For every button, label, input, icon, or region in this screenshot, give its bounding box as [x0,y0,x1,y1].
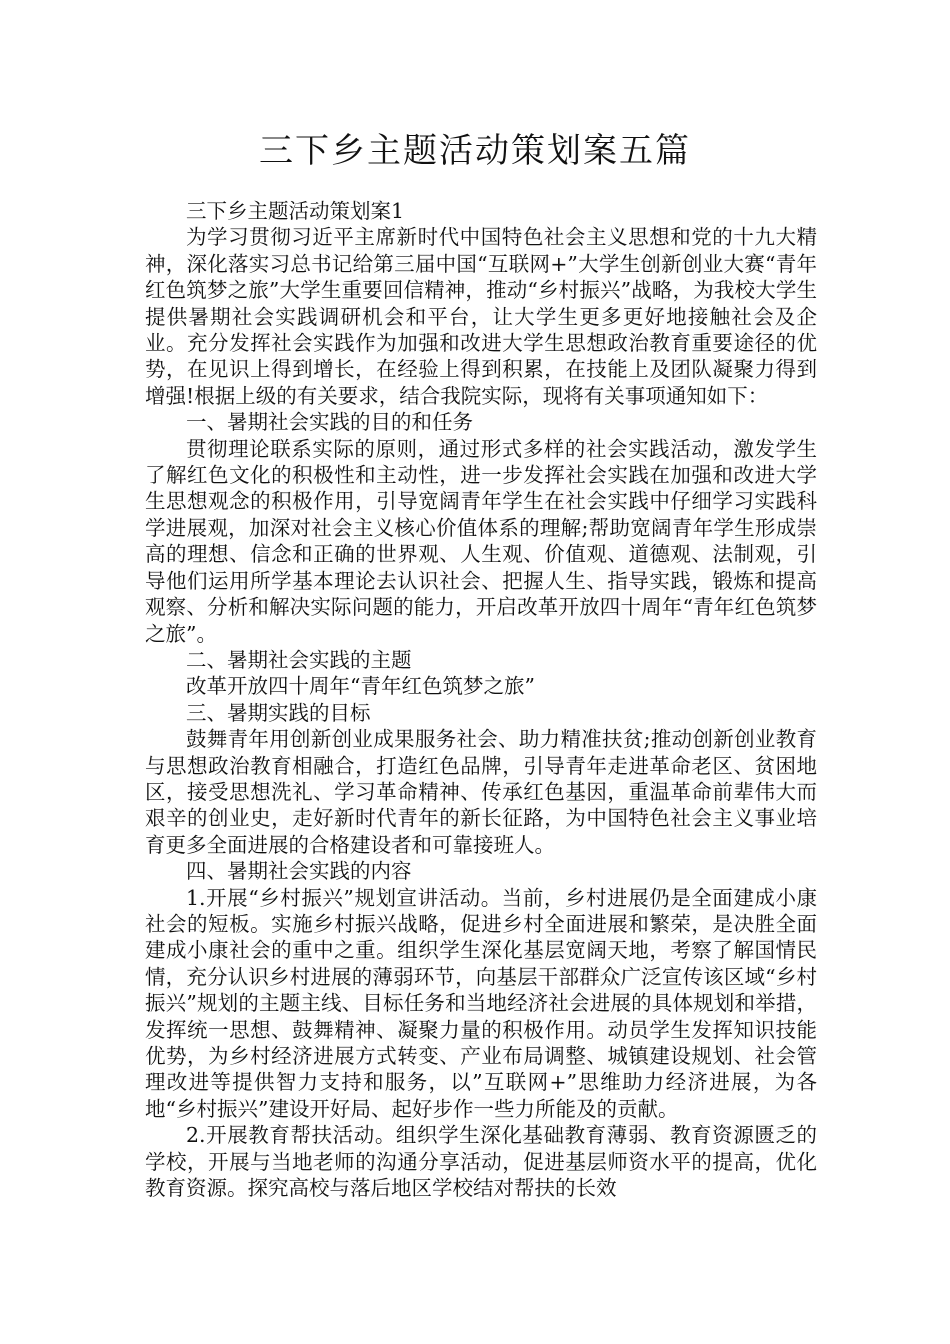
section-heading: 二、暑期社会实践的主题 [186,647,412,672]
paragraph: 贯彻理论联系实际的原则，通过形式多样的社会实践活动，激发学生了解红色文化的积极性和主动性，进一步发挥社会实践在加强和改进大学生思想观念的积极作用，引导宽阔青年学生在社会实践中仔细学习实践科学进展观，加深对社会主义核心价值体系的理解;帮助宽阔青年学生形成崇高的理想、信念和正确的世界观、人生观、价值观、道德观、法制观，引导他们运用所学基本理论去认识社会、把握人生、指导实践，锻炼和提高观察、分析和解决实际问题的能力，开启改革开放四十周年“青年红色筑梦之旅”。 [145,436,817,646]
section-heading: 三、暑期实践的目标 [186,700,371,725]
document-title: 三下乡主题活动策划案五篇 [259,131,691,171]
paragraph: 鼓舞青年用创新创业成果服务社会、助力精准扶贫;推动创新创业教育与思想政治教育相融合，打造红色品牌，引导青年走进革命老区、贫困地区，接受思想洗礼、学习革命精神、传承红色基因，重温革命前辈伟大而艰辛的创业史，走好新时代青年的新长征路，为中国特色社会主义事业培育更多全面进展的合格建设者和可靠接班人。 [145,727,817,857]
paragraph: 2.开展教育帮扶活动。组织学生深化基础教育薄弱、教育资源匮乏的学校，开展与当地老师的沟通分享活动，促进基层师资水平的提高，优化教育资源。探究高校与落后地区学校结对帮扶的长效 [145,1123,817,1201]
section-heading: 四、暑期社会实践的内容 [186,859,412,884]
section-heading: 一、暑期社会实践的目的和任务 [186,410,473,435]
paragraph: 为学习贯彻习近平主席新时代中国特色社会主义思想和党的十九大精神，深化落实习总书记给第三届中国“互联网+”大学生创新创业大赛“青年红色筑梦之旅”大学生重要回信精神，推动“乡村振兴”战略，为我校大学生提供暑期社会实践调研机会和平台，让大学生更多更好地接触社会及企业。充分发挥社会实践作为加强和改进大学生思想政治教育重要途径的优势，在见识上得到增长，在经验上得到积累，在技能上及团队凝聚力得到增强!根据上级的有关要求，结合我院实际，现将有关事项通知如下： [145,225,817,408]
document-body [145,198,817,1201]
paragraph: 1.开展“乡村振兴”规划宣讲活动。当前，乡村进展仍是全面建成小康社会的短板。实施乡村振兴战略，促进乡村全面进展和繁荣，是决胜全面建成小康社会的重中之重。组织学生深化基层宽阔天地，考察了解国情民情，充分认识乡村进展的薄弱环节，向基层干部群众广泛宣传该区域“乡村振兴”规划的主题主线、目标任务和当地经济社会进展的具体规划和举措，发挥统一思想、鼓舞精神、凝聚力量的积极作用。动员学生发挥知识技能优势，为乡村经济进展方式转变、产业布局调整、城镇建设规划、社会管理改进等提供智力支持和服务，以”互联网+”思维助力经济进展，为各地“乡村振兴”建设开好局、起好步作一些力所能及的贡献。 [145,885,817,1121]
paragraph: 改革开放四十周年“青年红色筑梦之旅” [186,674,535,699]
paragraph-subtitle: 三下乡主题活动策划案1 [186,199,405,223]
